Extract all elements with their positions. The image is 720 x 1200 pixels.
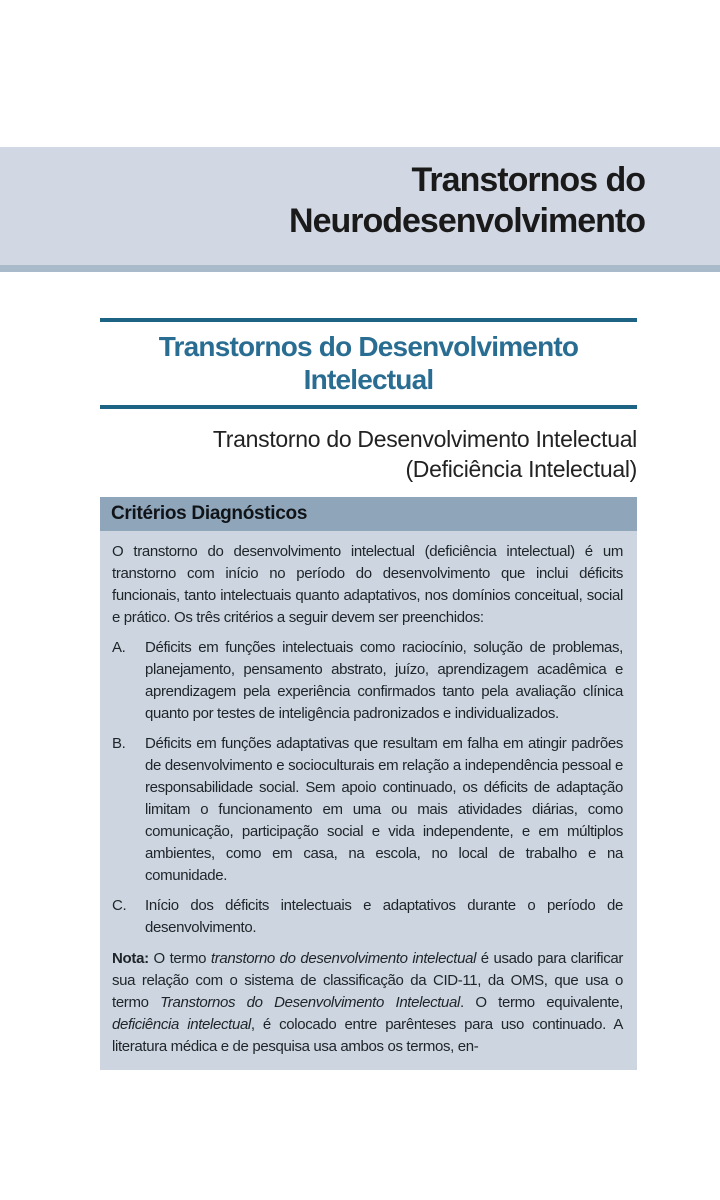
criteria-item-label: C.	[112, 897, 127, 914]
criteria-item-label: A.	[112, 639, 126, 656]
chapter-title: Transtornos do Neurodesenvolvimento	[289, 161, 645, 240]
section-rule-bottom	[100, 405, 637, 409]
criteria-item-label: B.	[112, 735, 126, 752]
criteria-list	[112, 637, 623, 939]
criteria-body	[100, 531, 637, 1070]
diagnostic-criteria-box	[100, 497, 637, 1070]
criteria-intro-paragraph: O transtorno do desenvolvimento intelectual (deficiência intelectual) é um transtorno com início no período do desenvolvimento que inclui déficits funcionais, tanto intelectuais quanto adaptativos, nos domínios conceitual, social e prático. Os três critérios a seguir devem ser preenchidos:	[112, 543, 623, 626]
criteria-item-text: Início dos déficits intelectuais e adaptativos durante o período de desenvolvimento.	[145, 897, 623, 936]
section-title: Transtornos do Desenvolvimento Intelectual	[158, 331, 579, 395]
disorder-subtitle: Transtorno do Desenvolvimento Intelectual (Deficiência Intelectual)	[212, 426, 637, 482]
criteria-item	[112, 637, 623, 725]
chapter-banner	[0, 147, 720, 265]
chapter-banner-strip	[0, 265, 720, 272]
criteria-item	[112, 895, 623, 939]
criteria-item-text: Déficits em funções intelectuais como raciocínio, solução de problemas, planejamento, pensamento abstrato, juízo, aprendizagem acadêmica e aprendizagem pela experiência confirmados tanto pela avaliação clínica quanto por testes de inteligência padronizados e individualizados.	[145, 639, 623, 722]
criteria-item	[112, 733, 623, 887]
section-heading-block	[100, 318, 637, 409]
criteria-note-paragraph: Nota: O termo transtorno do desenvolvimento intelectual é usado para clarificar sua relação com o sistema de classificação da CID-11, da OMS, que usa o termo Transtornos do Desenvolvimento Intelectual. O termo equivalente, deficiência intelectual, é colocado entre parênteses para uso continuado. A literatura médica e de pesquisa usa ambos os termos, en-	[112, 950, 624, 1055]
criteria-item-text: Déficits em funções adaptativas que resultam em falha em atingir padrões de desenvolvimento e socioculturais em relação a independência pessoal e responsabilidade social. Sem apoio continuado, os déficits de adaptação limitam o funcionamento em uma ou mais atividades diárias, como comunicação, participação social e vida independente, e em múltiplos ambientes, como em casa, na escola, no local de trabalho e na comunidade.	[145, 735, 623, 884]
criteria-header: Critérios Diagnósticos	[100, 497, 637, 531]
